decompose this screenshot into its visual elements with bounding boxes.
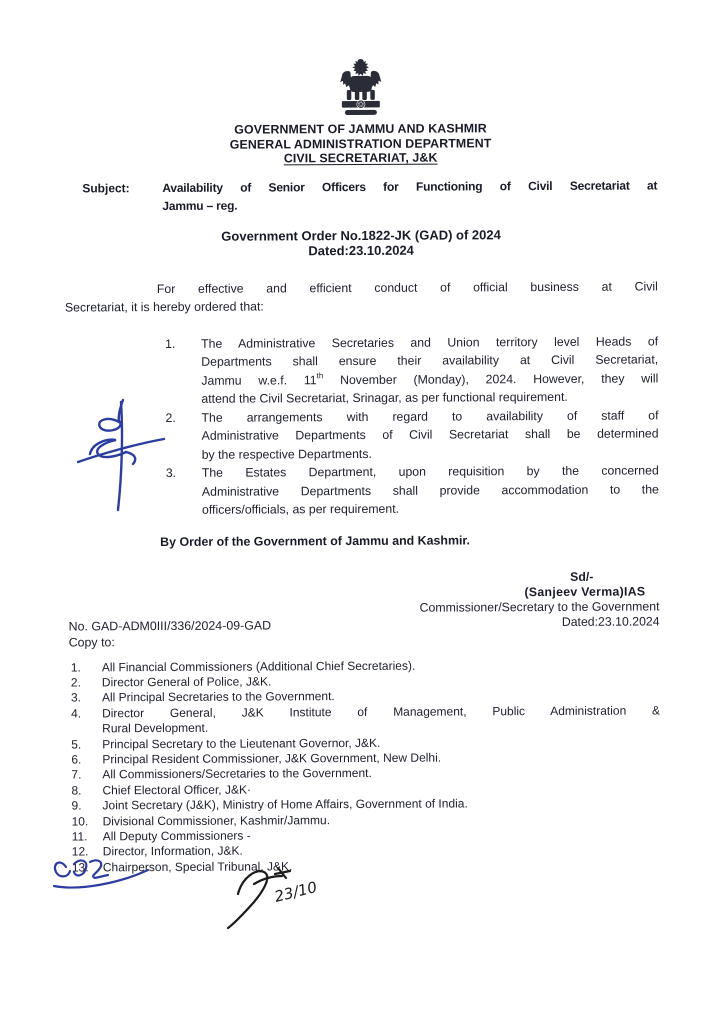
copy-text: All Commissioners/Secretaries to the Government. [102,766,372,782]
order-date: Dated:23.10.2024 [308,242,414,259]
copy-num: 8. [71,783,82,798]
copy-num: 3. [70,690,82,705]
signatory-name: (Sanjeev Verma)IAS [524,584,646,599]
copy-to-list [71,657,661,876]
copy-num: 1. [70,659,81,674]
item-number: 3. [165,465,177,480]
copy-text: All Principal Secretaries to the Government. [101,689,335,705]
copy-row-4 [71,703,660,737]
sd-notation: Sd/- [570,569,594,584]
ordinal-superscript: th [316,370,324,380]
intro-line-1: For effective and efficient conduct of official business at Civil [156,278,658,296]
copy-text: Chief Electoral Officer, J&K· [102,782,251,798]
order-item-3 [166,461,659,519]
copy-text [102,703,660,737]
header-government-line: GOVERNMENT OF JAMMU AND KASHMIR [234,121,487,137]
item-2-line-2: Administrative Departments of Civil Secretariat shall be determined [201,426,659,443]
copy-row-4-line-2: Rural Development. [102,720,209,736]
copy-num: 9. [71,798,82,813]
copy-num: 7. [71,767,82,782]
copy-num: 13. [71,860,89,875]
approver-signature-blue-icon [76,394,188,516]
item-2-line-1: The arrangements with regard to availability of staff of [201,407,659,425]
item-3-line-1: The Estates Department, upon requisition by the concerned [201,463,659,480]
copy-text: Divisional Commissioner, Kashmir/Jammu. [102,812,331,828]
copy-num: 10. [71,813,89,829]
copy-text: Chairperson, Special Tribunal, J&K. [102,859,293,875]
item-number: 1. [165,336,176,351]
copy-num: 12. [71,844,89,859]
signatory-designation: Commissioner/Secretary to the Government [419,599,660,615]
order-item-1 [165,332,658,409]
copy-text: All Deputy Commissioners - [102,828,251,844]
copy-to-label: Copy to: [68,635,115,650]
item-1-line-3a: Jammu w.e.f. 11 [201,372,317,388]
order-items [165,332,659,520]
intro-line-2: Secretariat, it is hereby ordered that: [64,299,264,315]
signature-section [66,569,659,652]
reference-number: No. GAD-ADM0III/336/2024-09-GAD [68,617,272,634]
item-text [201,332,658,408]
item-text [201,406,658,464]
item-1-line-4: attend the Civil Secretariat, Srinagar, as per functional requirement. [201,389,568,406]
copy-text: All Financial Commissioners (Additional Chief Secretaries). [101,658,416,674]
handwritten-date: 23/10 [272,877,319,906]
item-3-line-3: officers/officials, as per requirement. [201,501,400,517]
copy-num: 4. [71,706,82,721]
copy-text: Joint Secretary (J&K), Ministry of Home Affairs, Government of India. [102,796,468,813]
signatory-date: Dated:23.10.2024 [561,614,660,630]
copy-text: Director, Information, J&K. [102,843,243,859]
item-2-line-3: by the respective Departments. [201,446,372,462]
item-1-line-3b: November (Monday), 2024. However, they will [323,370,659,387]
subject-line-2: Jammu – reg. [162,198,238,213]
subject-row [82,176,657,215]
copy-text: Principal Secretary to the Lieutenant Governor, J&K. [102,735,381,751]
order-number: Government Order No.1822-JK (GAD) of 2024 [221,226,501,244]
order-heading [65,226,658,260]
item-number: 2. [165,410,176,425]
item-text [202,461,659,519]
copy-num: 11. [71,829,88,844]
item-1-line-3 [201,369,658,390]
copy-row-4-line-1: Director General, J&K Institute of Management, Public Administration & [102,703,661,721]
order-item-2 [165,406,658,464]
copy-num: 2. [70,675,81,690]
subject-text [162,176,657,215]
copy-text: Director General of Police, J&K. [101,674,272,690]
subject-label: Subject: [82,180,130,195]
copy-text: Principal Resident Commissioner, J&K Government, New Delhi. [102,750,442,767]
item-3-line-2: Administrative Departments shall provide accommodation to the [201,481,659,499]
intro-paragraph [65,277,658,317]
item-1-line-1: The Administrative Secretaries and Union territory level Heads of [201,333,659,351]
india-national-emblem-icon [337,58,383,118]
clerk-signature-black-icon [220,864,324,934]
item-1-line-2: Departments shall ensure their availability at Civil Secretariat, [201,352,659,369]
copy-num: 6. [71,752,82,767]
copy-num: 5. [71,736,82,752]
dispatch-initials-blue-icon [50,856,164,902]
signatory-block [383,569,659,632]
header-secretariat-line: CIVIL SECRETARIAT, J&K [283,150,438,166]
header-department-line: GENERAL ADMINISTRATION DEPARTMENT [229,135,492,152]
by-order-line: By Order of the Government of Jammu and Kashmir. [160,532,471,549]
reference-block [69,617,272,651]
subject-line-1: Availability of Senior Officers for Functioning of Civil Secretariat at [162,177,658,195]
